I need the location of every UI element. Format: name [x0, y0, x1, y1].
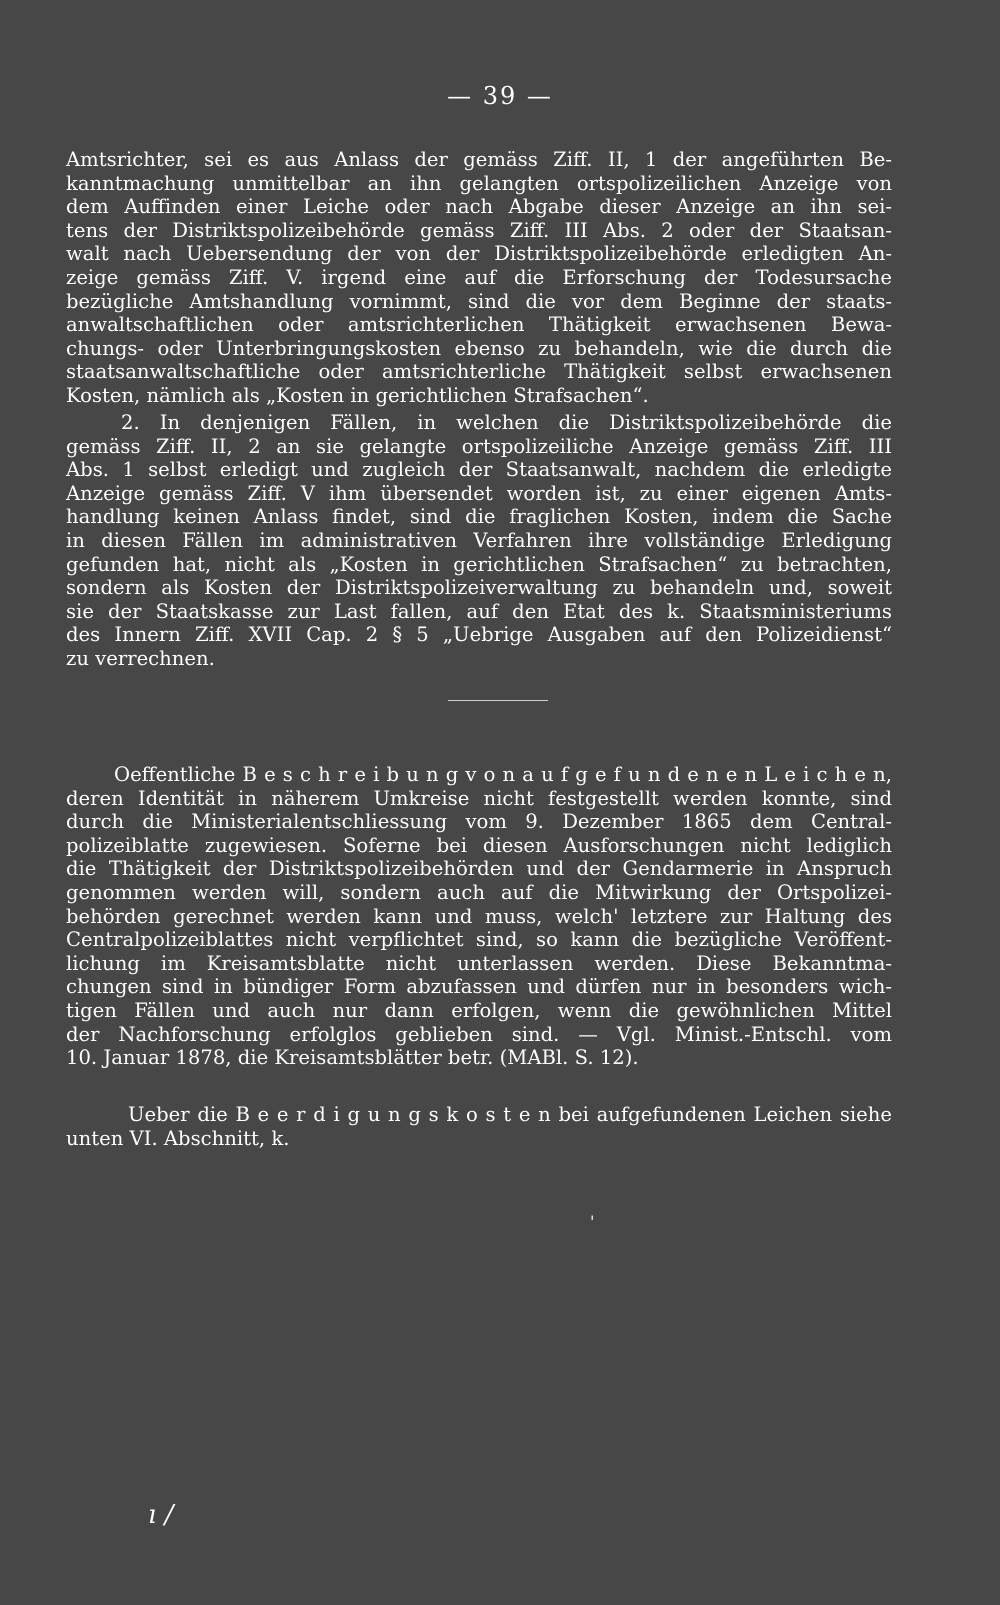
text-line: zeige gemäss Ziff. V. irgend eine auf die Erforschung der Todesursache — [66, 265, 892, 289]
stray-mark: ' — [590, 1212, 595, 1231]
text-line: anwaltschaftlichen oder amtsrichterlichen Thätigkeit erwachsenen Bewa- — [66, 313, 892, 337]
text-line: walt nach Uebersendung der von der Distriktspolizeibehörde erledigten An- — [66, 242, 892, 266]
handwritten-marks: ı / — [148, 1500, 174, 1530]
paragraph-3 — [66, 763, 892, 1070]
text-line: durch die Ministerialentschliessung vom 9. Dezember 1865 dem Central- — [66, 810, 892, 834]
text-line: gemäss Ziff. II, 2 an sie gelangte ortspolizeiliche Anzeige gemäss Ziff. III — [66, 434, 892, 458]
text-line: des Innern Ziff. XVII Cap. 2 § 5 „Uebrige Ausgaben auf den Polizeidienst“ — [66, 623, 892, 647]
paragraph-1 — [66, 148, 892, 408]
text-line: chungen sind in bündiger Form abzufassen und dürfen nur in besonders wich- — [66, 975, 892, 999]
text-line: dem Auffinden einer Leiche oder nach Abgabe dieser Anzeige an ihn sei- — [66, 195, 892, 219]
text-line: 2. In denjenigen Fällen, in welchen die Distriktspolizeibehörde die — [121, 411, 892, 434]
text-line: genommen werden will, sondern auch auf die Mitwirkung der Ortspolizei- — [66, 880, 892, 904]
text-line: handlung keinen Anlass findet, sind die fraglichen Kosten, indem die Sache — [66, 505, 892, 529]
text-line: behörden gerechnet werden kann und muss, welch' letztere zur Haltung des — [66, 904, 892, 928]
text-line: tens der Distriktspolizeibehörde gemäss Ziff. III Abs. 2 oder der Staatsan- — [66, 218, 892, 242]
text-line: sie der Staatskasse zur Last fallen, auf den Etat des k. Staatsministeriums — [66, 599, 892, 623]
text-line: in diesen Fällen im administrativen Verfahren ihre vollständige Erledigung — [66, 528, 892, 552]
text-line: staatsanwaltschaftliche oder amtsrichterliche Thätigkeit selbst erwachsenen — [66, 360, 892, 384]
text-line: Anzeige gemäss Ziff. V ihm übersendet worden ist, zu einer eigenen Amts- — [66, 481, 892, 505]
text-line: tigen Fällen und auch nur dann erfolgen, wenn die gewöhnlichen Mittel — [66, 998, 892, 1022]
section-divider — [448, 700, 548, 701]
text-line: chungs- oder Unterbringungskosten ebenso zu behandeln, wie die durch die — [66, 336, 892, 360]
text-line: 10. Januar 1878, die Kreisamtsblätter betr. (MABl. S. 12). — [66, 1046, 639, 1070]
text-line: Kosten, nämlich als „Kosten in gerichtlichen Strafsachen“. — [66, 383, 649, 407]
text-line: der Nachforschung erfolglos geblieben sind. — Vgl. Minist.-Entschl. vom — [66, 1022, 892, 1046]
text-line: zu verrechnen. — [66, 646, 215, 670]
text-line: die Thätigkeit der Distriktspolizeibehörden und der Gendarmerie in Anspruch — [66, 857, 892, 881]
text-line: gefunden hat, nicht als „Kosten in gerichtlichen Strafsachen“ zu betrachten, — [66, 552, 892, 576]
page-number: — 39 — — [447, 82, 553, 110]
text-line: unten VI. Abschnitt, k. — [66, 1126, 290, 1150]
text-line: Oeffentliche B e s c h r e i b u n g v o n a u f g e f u n d e n e n L e i c h e n, — [114, 763, 892, 786]
text-line: lichung im Kreisamtsblatte nicht unterlassen werden. Diese Bekanntma- — [66, 951, 892, 975]
text-line: polizeiblatte zugewiesen. Soferne bei diesen Ausforschungen nicht lediglich — [66, 833, 892, 857]
text-line: Ueber die B e e r d i g u n g s k o s t e n bei aufgefundenen Leichen siehe — [128, 1103, 892, 1126]
text-line: Abs. 1 selbst erledigt und zugleich der Staatsanwalt, nachdem die erledigte — [66, 458, 892, 482]
text-line: deren Identität in näherem Umkreise nicht festgestellt werden konnte, sind — [66, 786, 892, 810]
text-line: sondern als Kosten der Distriktspolizeiverwaltung zu behandeln und, soweit — [66, 576, 892, 600]
paragraph-2 — [66, 411, 892, 671]
paragraph-4 — [66, 1103, 892, 1150]
text-line: kanntmachung unmittelbar an ihn gelangten ortspolizeilichen Anzeige von — [66, 171, 892, 195]
text-line: bezügliche Amtshandlung vornimmt, sind die vor dem Beginne der staats- — [66, 289, 892, 313]
text-line: Amtsrichter, sei es aus Anlass der gemäss Ziff. II, 1 der angeführten Be- — [66, 148, 892, 171]
text-line: Centralpolizeiblattes nicht verpflichtet sind, so kann die bezügliche Veröffent- — [66, 928, 892, 952]
